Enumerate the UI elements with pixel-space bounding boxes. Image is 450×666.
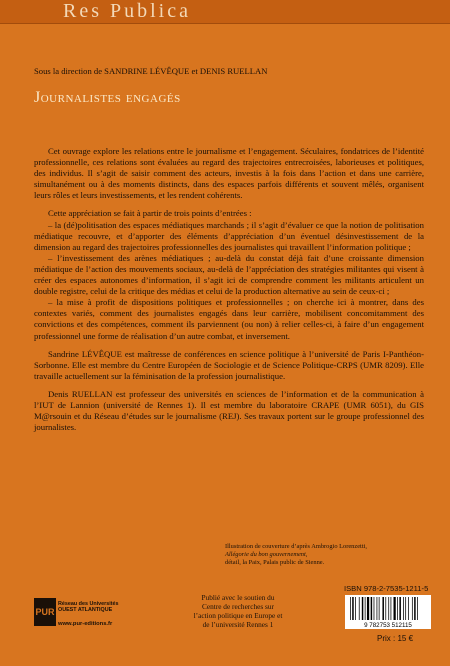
barcode-bar: [391, 597, 392, 620]
support-line-3: l’action politique en Europe et: [193, 611, 283, 620]
barcode-bar: [399, 597, 401, 620]
entries-intro: Cette appréciation se fait à partir de trois points d’entrées :: [48, 208, 252, 219]
barcode-bar: [414, 597, 416, 620]
publisher-url: www.pur-editions.fr: [58, 621, 113, 627]
author-bio-leveque: Sandrine LÉVÊQUE est maîtresse de conférences en science politique à l’université de Paris I-Panthéon-Sorbonne. Elle est membre du Centre Européen de Sociologie et de Science Politique-CRPS (UMR 8209). Elle travaille actuellement sur la féminisation de la profession journalistique.: [34, 348, 424, 381]
entry-paragraph-3: – la mise à profit de dispositions politiques et professionnelles ; on cherche ici à montrer, dans des contextes variés, comment des journalistes engagés dans leur carrière, mobilisent concomitamment des convictions et des compétences, comment ils parviennent (ou non) à relier celles-ci, à faire d’un engagement professionnel une forme de réalisation d’un autre combat, et inversement.: [34, 297, 424, 341]
barcode-bar: [385, 597, 386, 620]
pur-logo-icon: [34, 598, 56, 626]
network-line-1: Réseau des Universités: [58, 601, 119, 607]
barcode-number: 9 782753 512115: [364, 622, 412, 629]
barcode-bar: [403, 597, 404, 620]
support-line-1: Publié avec le soutien du: [201, 593, 275, 602]
barcode-bar: [405, 597, 406, 620]
publisher-network: [58, 601, 119, 613]
barcode-bar: [371, 597, 373, 620]
barcode-bar: [355, 597, 356, 620]
barcode-bar: [412, 597, 413, 620]
barcode-bar: [374, 597, 375, 620]
barcode-bar: [350, 597, 351, 620]
barcode-bar: [379, 597, 380, 620]
back-cover-text: [34, 146, 424, 433]
barcode-bar: [397, 597, 398, 620]
barcode-bar: [362, 597, 364, 620]
price: Prix : 15 €: [377, 634, 414, 643]
support-line-2: Centre de recherches sur: [202, 602, 274, 611]
summary-paragraph: Cet ouvrage explore les relations entre le journalisme et l’engagement. Séculaires, fondatrices de l’identité professionnelle, ces relations sont évaluées au regard des trajectoires entrecroisées, laborieuses et politiques, des individus. Il s’agit de saisir comment des acteurs, investis à la fois dans l’action et dans une carrière, simultanément ou à des moments distincts, dans des espaces parfois différents et souvent mêlés, organisent leurs rôles et leurs investissements, et les rendent cohérents.: [34, 146, 424, 201]
credit-line-2: Allégorie du bon gouvernement,: [225, 550, 308, 558]
author-bio-ruellan: Denis RUELLAN est professeur des universités en sciences de l’information et de la communication à l’IUT de Lannion (université de Rennes 1). Il est membre du laboratoire CRAPE (UMR 6051), du GIS M@rsouin et du Réseau d’études sur le journalisme (REJ). Ses travaux portent sur le groupe professionnel des journalistes.: [34, 388, 424, 433]
barcode-bar: [359, 597, 360, 620]
credit-line-1: Illustration de couverture d’après Ambrogio Lorenzetti,: [225, 543, 367, 550]
barcode-bar: [377, 597, 378, 620]
entry-paragraph-2: – l’investissement des arènes médiatiques ; au-delà du constat déjà fait d’une croissante dimension médiatique de l’action des mouvements sociaux, au-delà de l’appréciation des stratégies militantes qui visent à créer des espaces autonomes d’information, il s’agit ici de comprendre comment les militants articulent un double registre, celui de la critique des médias et celui de la production alternative au sein de ceux-ci ;: [34, 252, 424, 297]
credit-line-3: détail, la Paix, Palais public de Sienne.: [225, 558, 325, 566]
barcode-icon: [345, 595, 431, 629]
support-line-4: de l’université Rennes 1: [202, 620, 274, 629]
editors-line: Sous la direction de SANDRINE LÉVÊQUE et DENIS RUELLAN: [34, 66, 268, 76]
illustration-credit: [225, 543, 435, 566]
series-banner: [0, 0, 450, 24]
barcode-bar: [382, 597, 384, 620]
barcode: [345, 595, 431, 629]
isbn: ISBN 978-2-7535-1211-5: [344, 584, 429, 593]
book-title: Journalistes engagés: [34, 89, 181, 106]
entry-paragraph-1: – la (dé)politisation des espaces médiatiques marchands ; il s’agit d’évaluer ce que la notion de politisation médiatique recouvre, et d’apporter des éléments d’appréciation d’un éventuel désinvestissement de la dimension au regard des trajectoires professionnelles des journalistes qui travaillent l’information politique ;: [34, 219, 424, 252]
barcode-bar: [388, 597, 389, 620]
barcode-bar: [394, 597, 396, 620]
series-name: Res Publica: [63, 0, 191, 22]
support-notice: [172, 593, 304, 629]
network-line-2: OUEST ATLANTIQUE: [58, 607, 113, 614]
barcode-bar: [352, 597, 354, 620]
barcode-bar: [417, 597, 418, 620]
barcode-bar: [367, 597, 369, 620]
barcode-bar: [408, 597, 409, 620]
barcode-bar: [365, 597, 366, 620]
pur-logo-text: PUR: [35, 607, 55, 617]
